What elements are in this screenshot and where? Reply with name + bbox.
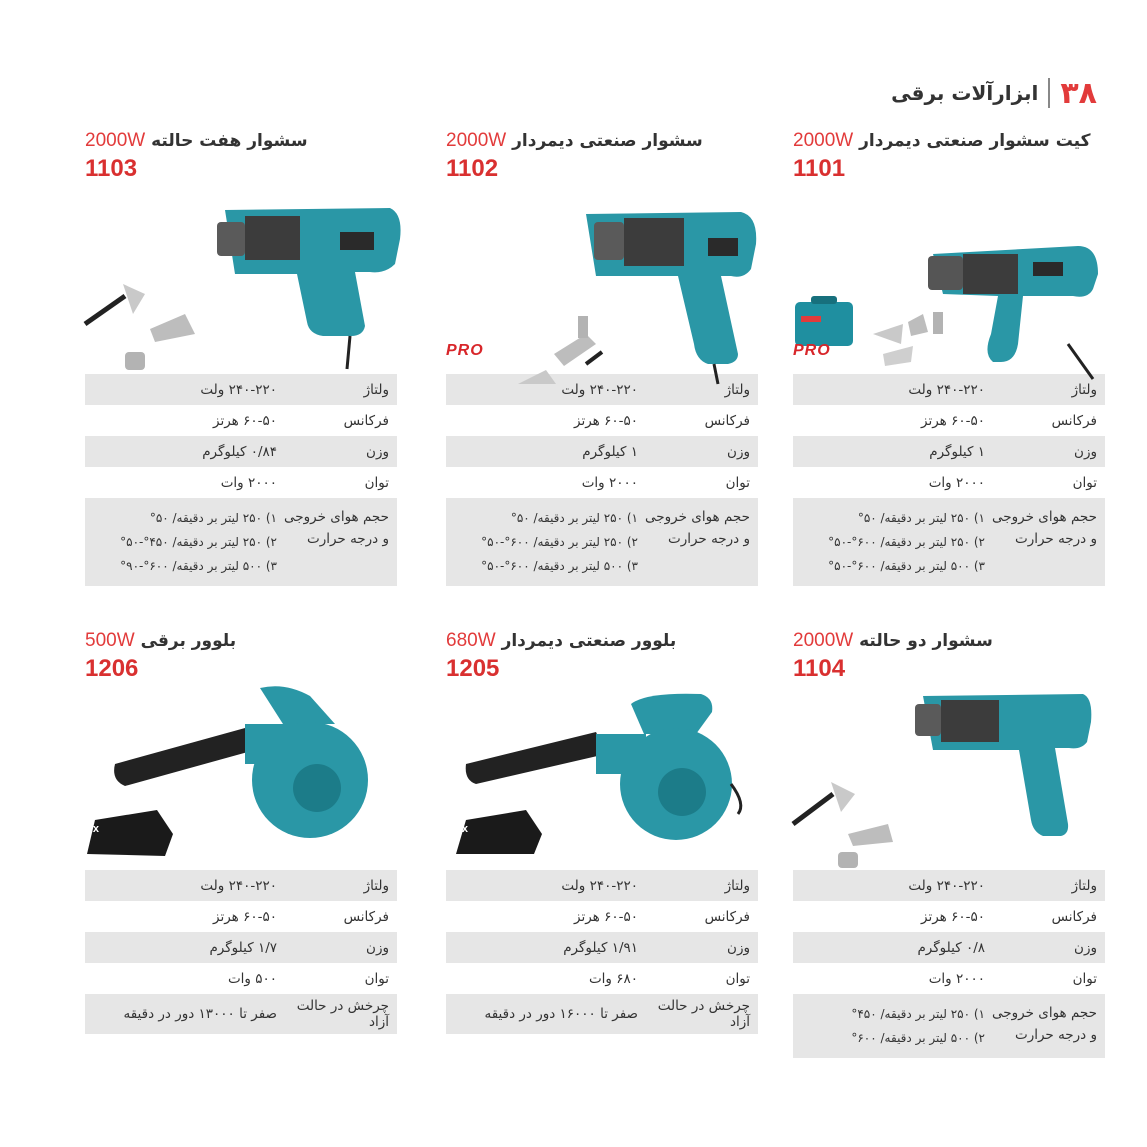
product-card-1101 — [793, 130, 1105, 586]
spec-row-voltage — [793, 374, 1105, 405]
spec-label: وزن — [366, 443, 389, 460]
spec-label: حجم هوای خروجی و درجه حرارت — [284, 509, 389, 547]
spec-label: حجم هوای خروجی و درجه حرارت — [645, 509, 750, 547]
nozzle-icon — [848, 824, 893, 846]
pro-badge: PRO — [446, 342, 484, 359]
spec-value: ۱ کیلوگرم — [929, 443, 985, 460]
nozzle-icon — [873, 324, 903, 344]
spec-row-voltage — [446, 374, 758, 405]
pro-badge: PRO — [793, 342, 831, 359]
spec-row-frequency — [85, 405, 397, 436]
spec-value: ۲۰۰۰ وات — [928, 970, 985, 987]
spec-label: فرکانس — [343, 908, 389, 925]
spec-row-power — [446, 467, 758, 498]
spec-label: ولتاژ — [363, 381, 389, 398]
spec-row-power — [85, 963, 397, 994]
spec-value: ۲۰۰۰ وات — [928, 474, 985, 491]
spec-table — [793, 374, 1105, 586]
spec-label: فرکانس — [704, 908, 750, 925]
nozzle-icon — [150, 314, 195, 342]
spec-row-frequency — [446, 405, 758, 436]
product-code: 1205 — [446, 655, 500, 682]
spec-row-voltage — [85, 374, 397, 405]
spec-row-weight — [85, 932, 397, 963]
spec-table — [446, 870, 758, 1034]
product-name: سشوار دو حالته — [859, 631, 993, 651]
product-code: 1101 — [793, 155, 846, 182]
airflow-line: ۳) ۵۰۰ لیتر بر دقیقه/ ۶۰۰°-۵۰° — [481, 559, 638, 573]
product-code: 1102 — [446, 155, 499, 182]
spec-value: ۶۸۰ وات — [588, 970, 638, 987]
spec-label: فرکانس — [1051, 908, 1097, 925]
scraper-icon — [793, 794, 833, 824]
spec-row-weight — [85, 436, 397, 467]
airflow-line: ۱) ۲۵۰ لیتر بر دقیقه/ ۴۵۰° — [851, 1007, 985, 1021]
airflow-line: ۳) ۵۰۰ لیتر بر دقیقه/ ۶۰۰°-۵۰° — [828, 559, 985, 573]
spec-label: وزن — [1074, 939, 1097, 956]
blower-tube-icon — [114, 728, 255, 786]
product-name: بلوور صنعتی دیمردار — [501, 631, 677, 651]
spec-label: ولتاژ — [363, 877, 389, 894]
spec-row-weight — [793, 932, 1105, 963]
spec-value: ۶۰-۵۰ هرتز — [213, 412, 277, 429]
spec-label: وزن — [727, 443, 750, 460]
product-power: 2000W — [793, 630, 854, 651]
spec-label: فرکانس — [1051, 412, 1097, 429]
section-title: ابزارآلات برقی — [891, 81, 1039, 105]
heat-gun-illustration — [85, 184, 397, 374]
spec-value: ۶۰-۵۰ هرتز — [213, 908, 277, 925]
spec-row-weight — [446, 436, 758, 467]
spec-value: صفر تا ۱۳۰۰۰ دور در دقیقه — [123, 1006, 277, 1022]
spec-value — [793, 506, 985, 578]
product-name: کیت سشوار صنعتی دیمردار — [859, 131, 1091, 151]
spec-value: ۲۴۰-۲۲۰ ولت — [561, 877, 638, 894]
spec-value — [85, 506, 277, 578]
product-power: 2000W — [446, 130, 507, 151]
spec-value: ۱/۷ کیلوگرم — [209, 939, 277, 956]
blower-handle-icon — [260, 686, 335, 724]
heat-gun-illustration — [446, 184, 758, 374]
spec-table — [793, 870, 1105, 1058]
spec-value: ۲۴۰-۲۲۰ ولت — [908, 381, 985, 398]
spec-label: ولتاژ — [724, 381, 750, 398]
product-name: بلوور برقی — [140, 631, 237, 651]
spec-row-power — [793, 963, 1105, 994]
spec-value: ۲۴۰-۲۲۰ ولت — [561, 381, 638, 398]
product-card-1206 — [68, 630, 397, 1034]
spec-row-weight — [446, 932, 758, 963]
spec-label: توان — [725, 474, 750, 491]
spec-row-power — [85, 467, 397, 498]
product-image — [446, 184, 758, 374]
product-name: سشوار صنعتی دیمردار — [512, 131, 703, 151]
spec-row-airflow — [85, 498, 397, 586]
spec-row-airflow — [793, 994, 1105, 1058]
spec-row-voltage — [793, 870, 1105, 901]
product-power: 500W — [85, 630, 135, 651]
airflow-line: ۲) ۲۵۰ لیتر بر دقیقه/ ۶۰۰°-۵۰° — [828, 535, 985, 549]
page-header — [891, 74, 1097, 112]
scraper-icon — [85, 296, 125, 324]
spec-label: چرخش در حالت آزاد — [657, 998, 750, 1030]
product-title — [85, 130, 397, 154]
spec-value: ۰/۸ کیلوگرم — [917, 939, 985, 956]
spec-label: توان — [1072, 970, 1097, 987]
spec-value — [446, 506, 638, 578]
spec-label: توان — [364, 474, 389, 491]
spec-value: ۲۴۰-۲۲۰ ولت — [200, 877, 277, 894]
spec-row-airflow — [793, 498, 1105, 586]
bag-brand-text: Ronix — [437, 823, 468, 835]
product-card-1104 — [793, 630, 1105, 1058]
blower-tube-icon — [466, 732, 606, 784]
spec-value: صفر تا ۱۶۰۰۰ دور در دقیقه — [484, 1006, 638, 1022]
dust-bag-icon — [87, 810, 173, 856]
product-image — [793, 184, 1105, 374]
spec-value: ۵۰۰ وات — [227, 970, 277, 987]
spec-table — [446, 374, 758, 586]
spec-row-power — [446, 963, 758, 994]
heat-gun-illustration — [793, 684, 1105, 870]
airflow-line: ۳) ۵۰۰ لیتر بر دقیقه/ ۶۰۰°-۹۰° — [120, 559, 277, 573]
blower-handle-icon — [631, 694, 712, 734]
product-title — [793, 630, 1105, 654]
airflow-line: ۱) ۲۵۰ لیتر بر دقیقه/ ۵۰° — [149, 511, 277, 525]
spec-label: توان — [725, 970, 750, 987]
airflow-line: ۱) ۲۵۰ لیتر بر دقیقه/ ۵۰° — [510, 511, 638, 525]
carry-case-icon — [795, 302, 853, 346]
spec-label: توان — [364, 970, 389, 987]
product-card-1103 — [85, 130, 397, 586]
spec-row-frequency — [446, 901, 758, 932]
blower-illustration — [437, 684, 758, 870]
spec-row-voltage — [446, 870, 758, 901]
spec-row-airflow — [446, 498, 758, 586]
blower-illustration — [68, 684, 397, 870]
product-card-1102 — [446, 130, 758, 586]
spec-value: ۱ کیلوگرم — [582, 443, 638, 460]
spec-label: ولتاژ — [1071, 877, 1097, 894]
spec-row-frequency — [793, 901, 1105, 932]
spec-label: ولتاژ — [1071, 381, 1097, 398]
spec-value: ۶۰-۵۰ هرتز — [574, 908, 638, 925]
spec-value — [793, 1002, 985, 1050]
spec-label: چرخش در حالت آزاد — [296, 998, 389, 1030]
airflow-line: ۲) ۲۵۰ لیتر بر دقیقه/ ۶۰۰°-۵۰° — [481, 535, 638, 549]
airflow-line: ۲) ۵۰۰ لیتر بر دقیقه/ ۶۰۰° — [851, 1031, 985, 1045]
spec-row-frequency — [793, 405, 1105, 436]
spec-value: ۱/۹۱ کیلوگرم — [563, 939, 638, 956]
spec-row-weight — [793, 436, 1105, 467]
product-image — [437, 684, 758, 870]
page-number: ۳۸ — [1060, 75, 1097, 111]
airflow-line: ۱) ۲۵۰ لیتر بر دقیقه/ ۵۰° — [857, 511, 985, 525]
product-power: 2000W — [793, 130, 854, 151]
spec-row-rotation — [446, 994, 758, 1034]
spec-table — [85, 374, 397, 586]
spec-label: حجم هوای خروجی و درجه حرارت — [992, 1005, 1097, 1043]
spec-value: ۲۰۰۰ وات — [220, 474, 277, 491]
product-title — [793, 130, 1105, 154]
product-code: 1206 — [85, 655, 139, 682]
spec-value: ۰/۸۴ کیلوگرم — [202, 443, 277, 460]
spec-value: ۲۴۰-۲۲۰ ولت — [200, 381, 277, 398]
spec-label: فرکانس — [704, 412, 750, 429]
spec-value: ۶۰-۵۰ هرتز — [921, 908, 985, 925]
product-power: 680W — [446, 630, 496, 651]
spec-value: ۲۴۰-۲۲۰ ولت — [908, 877, 985, 894]
product-code: 1103 — [85, 155, 138, 182]
spec-value: ۲۰۰۰ وات — [581, 474, 638, 491]
product-code: 1104 — [793, 655, 846, 682]
product-name: سشوار هفت حالته — [151, 131, 308, 151]
product-title — [446, 130, 758, 154]
spec-label: وزن — [1074, 443, 1097, 460]
spec-label: وزن — [727, 939, 750, 956]
spec-row-power — [793, 467, 1105, 498]
bag-brand-text: Ronix — [68, 823, 99, 835]
spec-row-frequency — [85, 901, 397, 932]
spec-value: ۶۰-۵۰ هرتز — [921, 412, 985, 429]
spec-label: حجم هوای خروجی و درجه حرارت — [992, 509, 1097, 547]
spec-value: ۶۰-۵۰ هرتز — [574, 412, 638, 429]
product-image — [85, 184, 397, 374]
spec-table — [85, 870, 397, 1034]
product-image — [68, 684, 397, 870]
product-power: 2000W — [85, 130, 146, 151]
spec-row-voltage — [85, 870, 397, 901]
product-title — [446, 630, 758, 654]
spec-label: ولتاژ — [724, 877, 750, 894]
header-divider — [1048, 78, 1050, 108]
spec-row-rotation — [85, 994, 397, 1034]
airflow-line: ۲) ۲۵۰ لیتر بر دقیقه/ ۴۵۰°-۵۰° — [120, 535, 277, 549]
product-title — [85, 630, 397, 654]
spec-label: توان — [1072, 474, 1097, 491]
spec-label: وزن — [366, 939, 389, 956]
heat-gun-kit-illustration — [793, 184, 1105, 374]
product-image — [793, 684, 1105, 870]
dust-bag-icon — [456, 810, 542, 854]
spec-label: فرکانس — [343, 412, 389, 429]
product-card-1205 — [437, 630, 758, 1034]
